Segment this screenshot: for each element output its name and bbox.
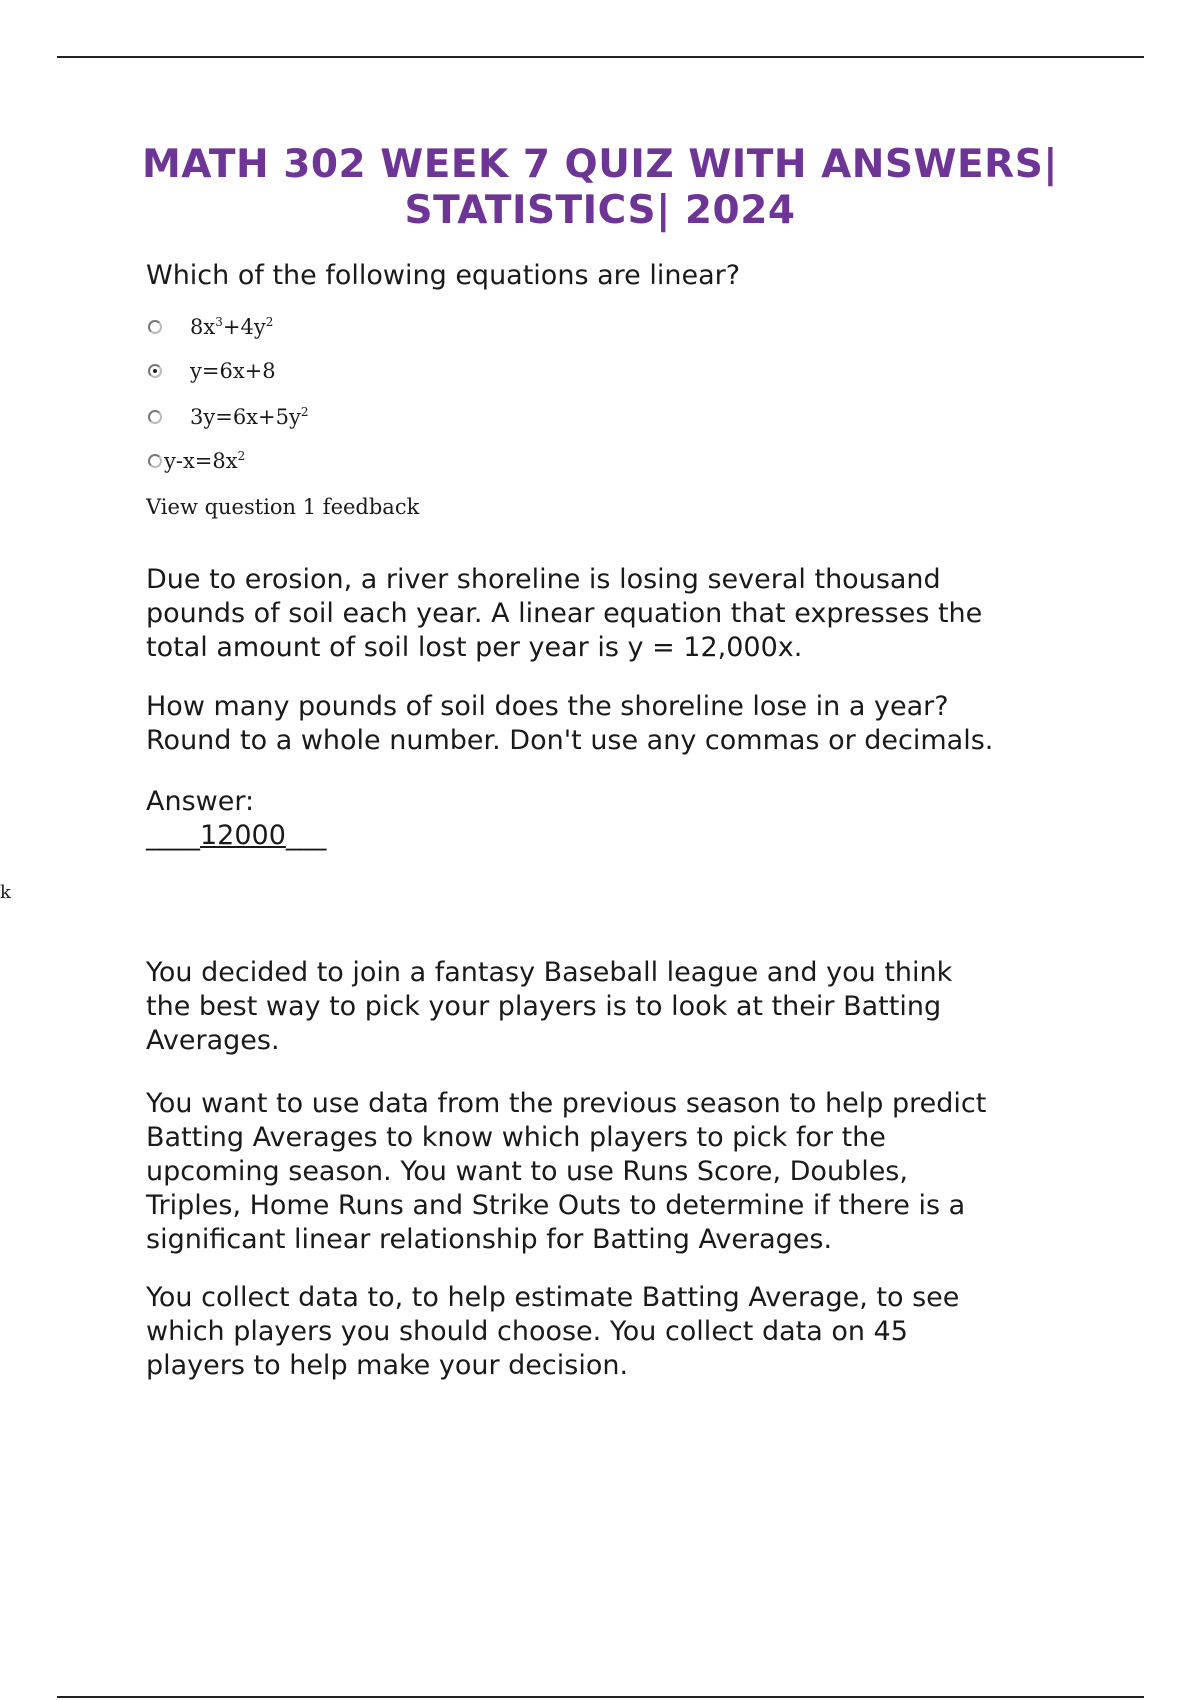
bottom-rule	[57, 1696, 1144, 1698]
previous-season-paragraph: You want to use data from the previous season to help predict Batting Averages to know which players to pick for the upcoming season. You want to use Runs Score, Doubles, Triples, Home Runs and Strike Outs to determine if there is a significant linear relationship for Batting Averages.	[146, 1088, 987, 1255]
view-feedback-link[interactable]: View question 1 feedback	[146, 495, 420, 519]
collect-data-paragraph: You collect data to, to help estimate Batting Average, to see which players you should choose. You collect data on 45 players to help make your decision.	[146, 1282, 960, 1381]
option-4[interactable]	[148, 446, 245, 476]
answer-label: Answer:	[146, 786, 255, 817]
answer-block	[146, 785, 1086, 853]
title-line-1: MATH 302 WEEK 7 QUIZ WITH ANSWERS|	[141, 142, 1059, 187]
radio-button[interactable]	[148, 454, 162, 468]
stray-character: k	[0, 882, 11, 903]
option-label: $8x^3+4y^2$	[190, 315, 274, 339]
option-label: $y-x=8x^2$	[164, 449, 246, 473]
option-1[interactable]	[148, 312, 273, 342]
option-label: y=6x+8	[190, 359, 276, 383]
radio-button[interactable]	[148, 320, 162, 334]
radio-button[interactable]	[148, 410, 162, 424]
option-label: $3y=6x+5y^2$	[190, 405, 309, 429]
option-3[interactable]	[148, 402, 309, 432]
answer-value: ____12000___	[146, 820, 327, 851]
option-2[interactable]	[148, 356, 276, 386]
fantasy-baseball-paragraph: You decided to join a fantasy Baseball league and you think the best way to pick your players is to look at their Batting Averages.	[146, 957, 953, 1056]
title-line-2: STATISTICS| 2024	[404, 188, 796, 233]
radio-button-selected[interactable]	[148, 364, 162, 378]
document-title	[100, 142, 1100, 234]
question-1-prompt: Which of the following equations are linear?	[146, 260, 741, 291]
top-rule	[57, 56, 1144, 58]
erosion-paragraph: Due to erosion, a river shoreline is losing several thousand pounds of soil each year. A linear equation that expresses the total amount of soil lost per year is y = 12,000x.	[146, 564, 983, 663]
question-2-prompt: How many pounds of soil does the shoreline lose in a year? Round to a whole number. Don't use any commas or decimals.	[146, 691, 994, 756]
